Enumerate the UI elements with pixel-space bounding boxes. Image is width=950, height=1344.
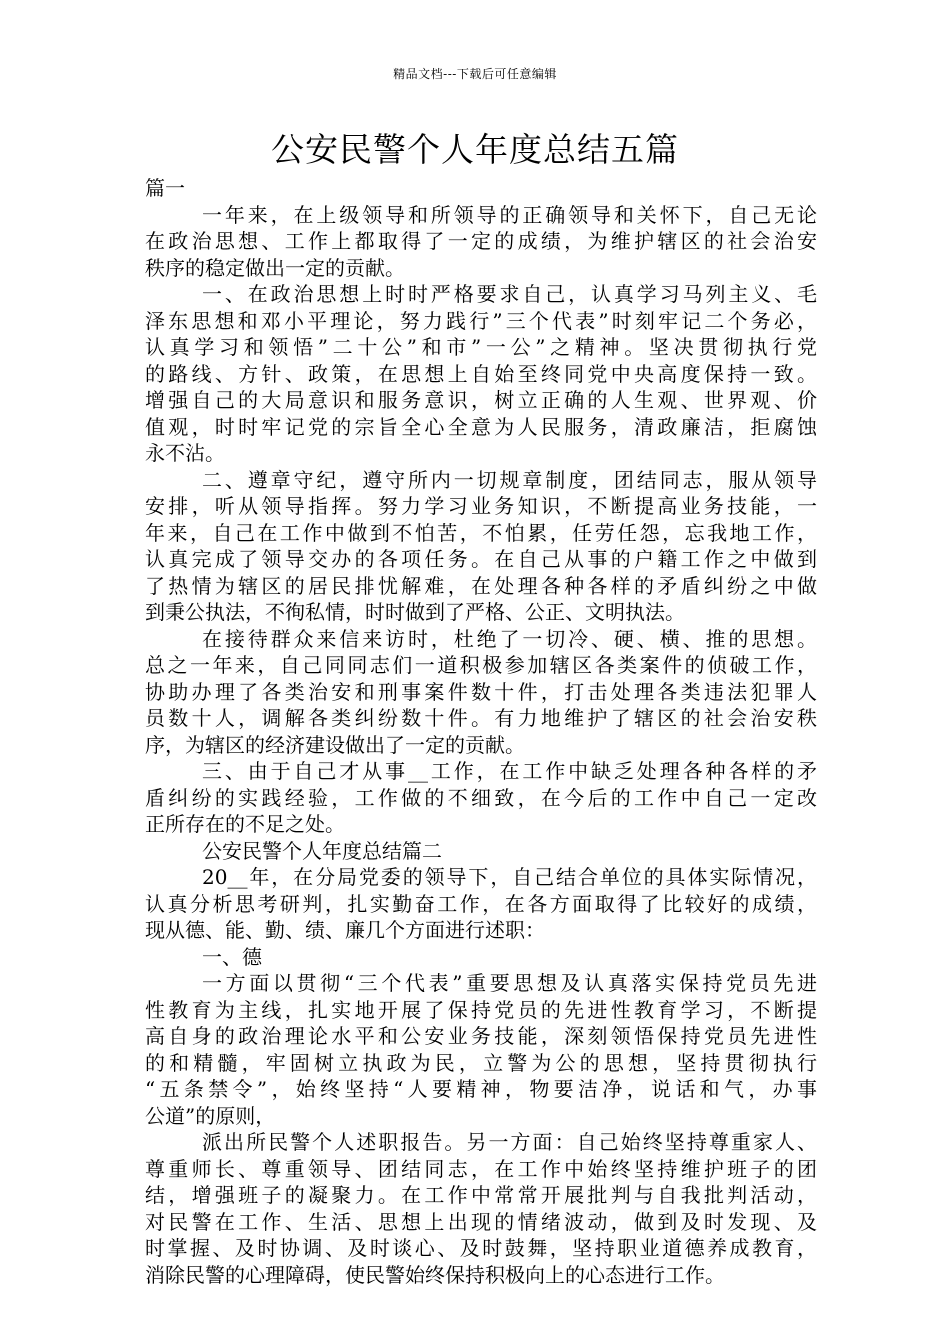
paragraph-line: 一、在政治思想上时时严格要求自己，认真学习马列主义、毛 — [202, 282, 817, 306]
paragraph-line: 三、由于自己才从事__工作，在工作中缺乏处理各种各样的矛 — [202, 759, 817, 783]
paragraph-line: 时掌握、及时协调、及时谈心、及时鼓舞，坚持职业道德养成教育， — [145, 1236, 817, 1260]
paragraph-line: 协助办理了各类治安和刑事案件数十件，打击处理各类违法犯罪人 — [145, 679, 817, 704]
subsection-heading: 一、德 — [202, 944, 262, 969]
paragraph-line: 员数十人，调解各类纠纷数十件。有力地维护了辖区的社会治安秩 — [145, 706, 817, 730]
paragraph-line: 公道”的原则， — [145, 1103, 276, 1128]
paragraph-line: 的路线、方针、政策，在思想上自始至终同党中央高度保持一致。 — [145, 361, 817, 386]
section-heading: 篇一 — [145, 176, 185, 200]
paragraph-line: 一方面以贯彻“三个代表”重要思想及认真落实保持党员先进 — [202, 971, 817, 995]
paragraph-line: 序，为辖区的经济建设做出了一定的贡献。 — [145, 732, 525, 757]
paragraph-line: “五条禁令”，始终坚持“人要精神，物要洁净，说话和气，办事 — [145, 1077, 817, 1101]
paragraph-line: 泽东思想和邓小平理论，努力践行”三个代表”时刻牢记二个务必， — [145, 308, 817, 333]
section-heading: 公安民警个人年度总结篇二 — [202, 838, 442, 863]
paragraph-line: 结，增强班子的凝聚力。在工作中常常开展批判与自我批判活动， — [145, 1183, 817, 1207]
paragraph-line: 了热情为辖区的居民排忧解难，在处理各种各样的矛盾纠纷之中做 — [145, 573, 817, 598]
paragraph-line: 认真完成了领导交办的各项任务。在自己从事的户籍工作之中做到 — [145, 547, 817, 571]
paragraph-line: 对民警在工作、生活、思想上出现的情绪波动，做到及时发现、及 — [145, 1209, 817, 1234]
paragraph-line: 秩序的稳定做出一定的贡献。 — [145, 255, 405, 280]
paragraph-line: 二、遵章守纪，遵守所内一切规章制度，团结同志，服从领导 — [202, 467, 817, 492]
paragraph-line: 派出所民警个人述职报告。另一方面：自己始终坚持尊重家人、 — [202, 1130, 817, 1154]
paragraph-line: 盾纠纷的实践经验，工作做的不细致，在今后的工作中自己一定改 — [145, 785, 817, 810]
paragraph-line: 增强自己的大局意识和服务意识，树立正确的人生观、世界观、价 — [145, 388, 817, 412]
paragraph-line: 到秉公执法，不徇私情，时时做到了严格、公正、文明执法。 — [145, 600, 685, 624]
paragraph-line: 的和精髓，牢固树立执政为民，立警为公的思想，坚持贯彻执行 — [145, 1050, 817, 1075]
paragraph-line: 总之一年来，自己同同志们一道积极参加辖区各类案件的侦破工作， — [145, 653, 817, 677]
paragraph-line: 尊重师长、尊重领导、团结同志，在工作中始终坚持维护班子的团 — [145, 1156, 817, 1181]
document-body — [145, 175, 817, 1288]
paragraph-line: 现从德、能、勤、绩、廉几个方面进行述职： — [145, 918, 545, 942]
paragraph-line: 永不沾。 — [145, 441, 225, 465]
paragraph-line: 一年来，在上级领导和所领导的正确领导和关怀下，自己无论 — [202, 202, 817, 227]
document-title: 公安民警个人年度总结五篇 — [271, 130, 679, 169]
paragraph-line: 安排，听从领导指挥。努力学习业务知识，不断提高业务技能，一 — [145, 494, 817, 518]
paragraph-line: 认真分析思考研判，扎实勤奋工作，在各方面取得了比较好的成绩， — [145, 891, 817, 916]
paragraph-line: 正所存在的不足之处。 — [145, 812, 345, 836]
paragraph-line: 20__年，在分局党委的领导下，自己结合单位的具体实际情况， — [202, 865, 817, 889]
paragraph-line: 年来，自己在工作中做到不怕苦，不怕累，任劳任怨，忘我地工作， — [145, 520, 817, 545]
paragraph-line: 性教育为主线，扎实地开展了保持党员的先进性教育学习，不断提 — [145, 997, 817, 1022]
paragraph-line: 在接待群众来信来访时，杜绝了一切冷、硬、横、推的思想。 — [202, 626, 817, 651]
paragraph-line: 认真学习和领悟”二十公”和市”一公”之精神。坚决贯彻执行党 — [145, 335, 817, 359]
paragraph-line: 在政治思想、工作上都取得了一定的成绩，为维护辖区的社会治安 — [145, 229, 817, 253]
page-header: 精品文档---下载后可任意编辑 — [393, 67, 557, 81]
paragraph-line: 消除民警的心理障碍，使民警始终保持积极向上的心态进行工作。 — [145, 1262, 725, 1287]
paragraph-line: 值观，时时牢记党的宗旨全心全意为人民服务，清政廉洁，拒腐蚀 — [145, 414, 817, 439]
paragraph-line: 高自身的政治理论水平和公安业务技能，深刻领悟保持党员先进性 — [145, 1024, 817, 1048]
